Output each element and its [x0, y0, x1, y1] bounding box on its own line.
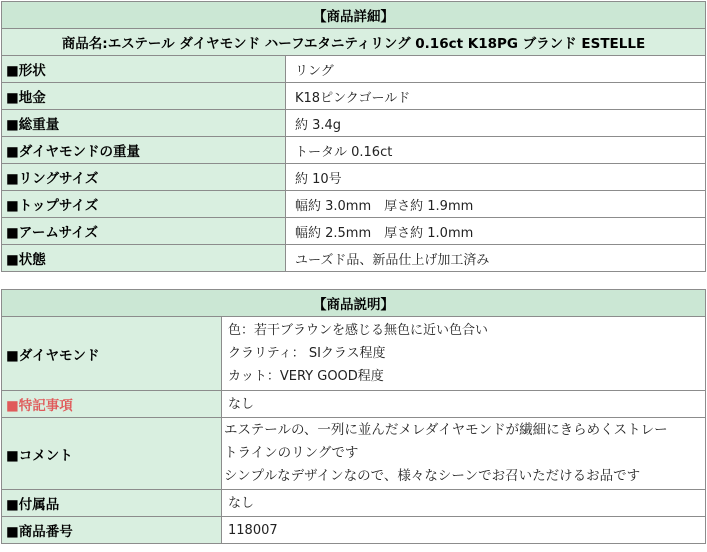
condition-value: ユーズド品、新品仕上げ加工済み — [286, 245, 706, 272]
comment-line-3: シンプルなデザインなので、様々なシーンでお召いただけるお品です — [224, 468, 641, 484]
diamond-weight-value: トータル 0.16ct — [286, 137, 706, 164]
product-description-table — [1, 289, 706, 544]
diamond-details — [222, 317, 706, 391]
top-size-value: 幅約 3.0mm 厚さ約 1.9mm — [286, 191, 706, 218]
special-notes-value: なし — [222, 391, 706, 418]
details-header: 【商品詳細】 — [2, 2, 706, 29]
diamond-color: 色：若干ブラウンを感じる無色に近い色合い — [228, 323, 489, 338]
comment-line-1: エステールの、一列に並んだメレダイヤモンドが繊細にきらめくストレー — [224, 422, 668, 438]
product-details-table — [1, 1, 706, 272]
comment-label: ■コメント — [2, 418, 222, 490]
shape-label: ■形状 — [2, 56, 286, 83]
item-number-value: 118007 — [222, 517, 706, 544]
product-name: 商品名:エステール ダイヤモンド ハーフエタニティリング 0.16ct K18PG ブランド ESTELLE — [2, 29, 706, 56]
arm-size-value: 幅約 2.5mm 厚さ約 1.0mm — [286, 218, 706, 245]
ring-size-value: 約 10号 — [286, 164, 706, 191]
comment-text — [222, 418, 706, 490]
total-weight-label: ■総重量 — [2, 110, 286, 137]
condition-label: ■状態 — [2, 245, 286, 272]
diamond-label: ■ダイヤモンド — [2, 317, 222, 391]
ring-size-label: ■リングサイズ — [2, 164, 286, 191]
accessories-value: なし — [222, 490, 706, 517]
diamond-cut: カット：VERY GOOD程度 — [228, 369, 384, 384]
metal-label: ■地金 — [2, 83, 286, 110]
item-number-label: ■商品番号 — [2, 517, 222, 544]
description-header: 【商品説明】 — [2, 290, 706, 317]
special-notes-label: ■特記事項 — [2, 391, 222, 418]
metal-value: K18ピンクゴールド — [286, 83, 706, 110]
arm-size-label: ■アームサイズ — [2, 218, 286, 245]
comment-line-2: トラインのリングです — [224, 445, 359, 461]
top-size-label: ■トップサイズ — [2, 191, 286, 218]
shape-value: リング — [286, 56, 706, 83]
diamond-weight-label: ■ダイヤモンドの重量 — [2, 137, 286, 164]
accessories-label: ■付属品 — [2, 490, 222, 517]
diamond-clarity: クラリティ： SIクラス程度 — [228, 346, 386, 361]
total-weight-value: 約 3.4g — [286, 110, 706, 137]
